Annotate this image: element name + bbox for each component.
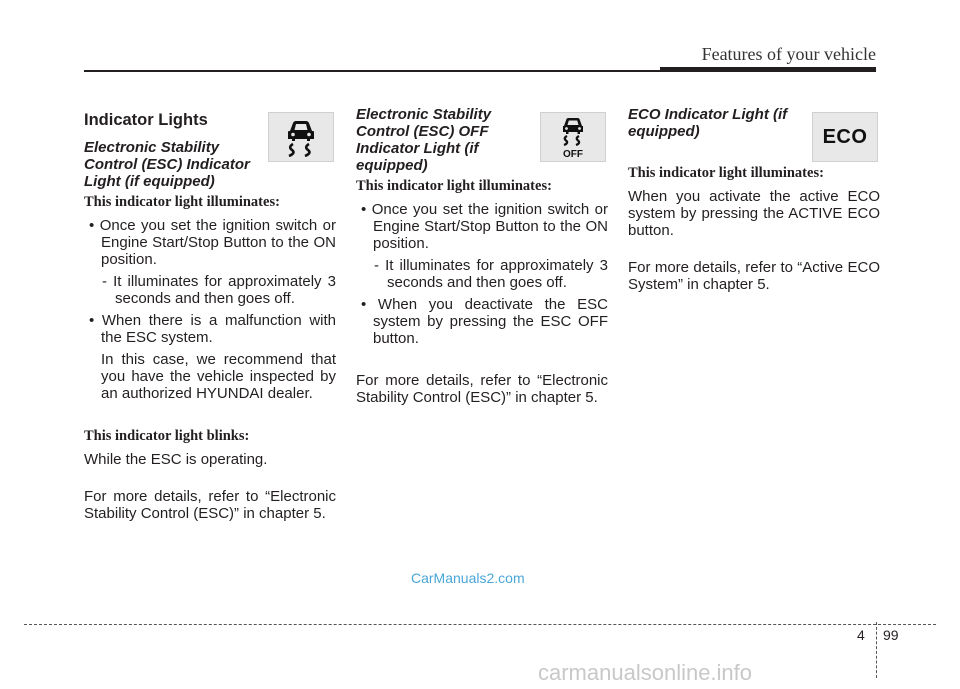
list-item: • When there is a malfunction with the ESC system. xyxy=(89,312,336,346)
section-heading: Indicator Lights xyxy=(84,111,208,129)
chapter-number: 4 xyxy=(857,627,865,643)
list-item: • Once you set the ignition switch or Engine Start/Stop Button to the ON position. xyxy=(361,201,608,252)
blinks-text: While the ESC is operating. xyxy=(84,451,268,468)
illuminates-label: This indicator light illuminates: xyxy=(628,165,824,181)
header-rule-accent xyxy=(660,67,876,72)
footer-divider xyxy=(876,622,877,678)
reference-text: For more details, refer to “Electronic Stability Control (ESC)” in chapter 5. xyxy=(356,372,608,406)
blinks-label: This indicator light blinks: xyxy=(84,428,250,444)
esc-off-subheading: Electronic Stability Control (ESC) OFF Indicator Light (if equipped) xyxy=(356,106,492,174)
column-esc-indicator xyxy=(84,106,336,522)
eco-subheading: ECO Indicator Light (if equipped) xyxy=(628,106,788,140)
page-number: 99 xyxy=(883,627,899,643)
list-item: • When you deactivate the ESC system by pressing the ESC OFF button. xyxy=(361,296,608,347)
list-subitem: In this case, we recommend that you have the vehicle inspected by an authorized HYUNDAI dealer. xyxy=(101,351,336,402)
list-subitem: - It illuminates for approximately 3 seconds and then goes off. xyxy=(374,257,608,291)
illuminates-label: This indicator light illuminates: xyxy=(84,194,280,210)
header-rule xyxy=(84,70,660,72)
reference-text: For more details, refer to “Active ECO System” in chapter 5. xyxy=(628,259,880,293)
header-title: Features of your vehicle xyxy=(701,44,876,64)
eco-text: When you activate the active ECO system by pressing the ACTIVE ECO button. xyxy=(628,188,880,239)
esc-off-icon-label: OFF xyxy=(563,149,583,159)
illuminates-label: This indicator light illuminates: xyxy=(356,178,552,194)
eco-icon-label: ECO xyxy=(822,125,868,148)
footer-rule xyxy=(24,624,936,625)
esc-off-icon xyxy=(540,112,606,162)
esc-skid-icon xyxy=(268,112,334,162)
reference-text: For more details, refer to “Electronic Stability Control (ESC)” in chapter 5. xyxy=(84,488,336,522)
list-item: • Once you set the ignition switch or Engine Start/Stop Button to the ON position. xyxy=(89,217,336,268)
site-watermark: carmanualsonline.info xyxy=(538,660,753,685)
list-subitem: - It illuminates for approximately 3 seconds and then goes off. xyxy=(102,273,336,307)
eco-icon xyxy=(812,112,878,162)
esc-indicator-subheading: Electronic Stability Control (ESC) Indicator Light (if equipped) xyxy=(84,139,250,190)
watermark: CarManuals2.com xyxy=(411,570,525,586)
